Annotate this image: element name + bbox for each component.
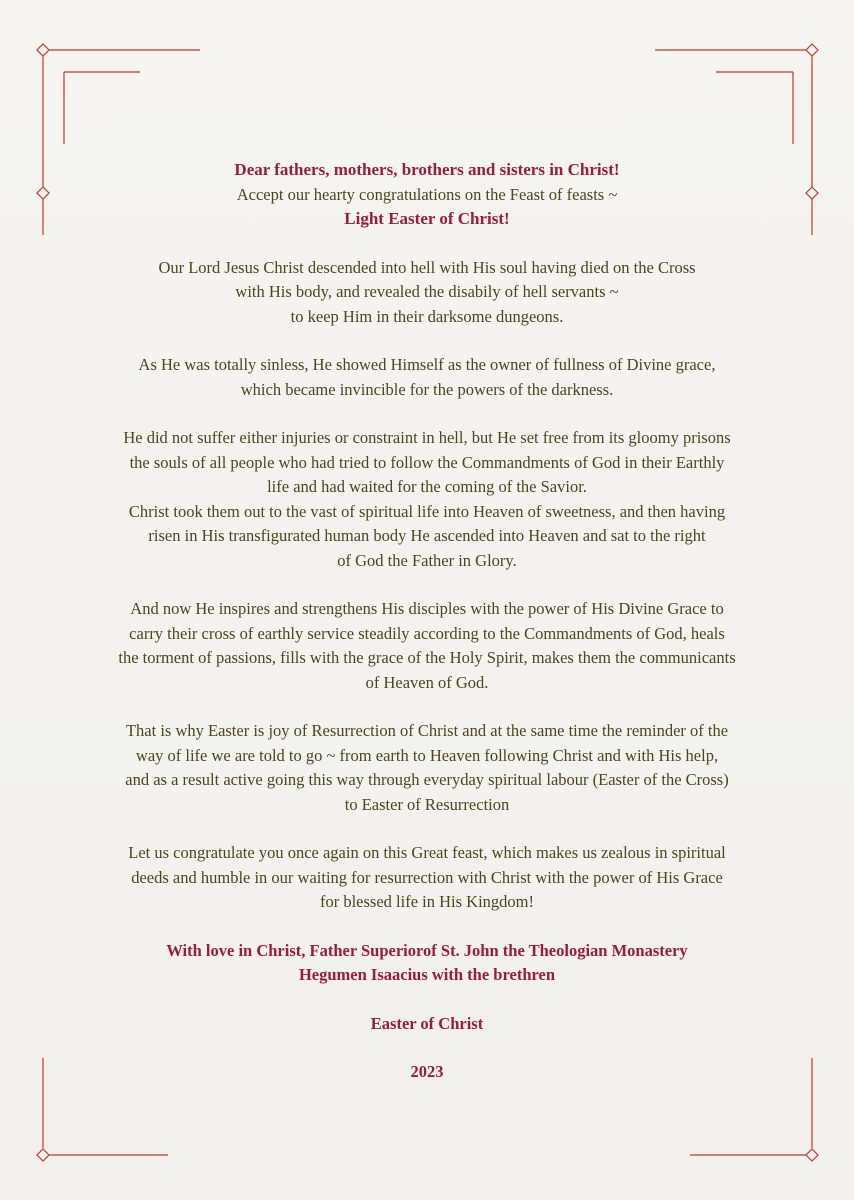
paragraph-line: And now He inspires and strengthens His disciples with the power of His Divine Grace to — [130, 599, 724, 618]
paragraph-descent — [40, 256, 814, 330]
paragraph-line: which became invincible for the powers of the darkness. — [240, 379, 614, 399]
paragraph-line: Let us congratulate you once again on this Great feast, which makes us zealous in spiritual — [128, 843, 726, 862]
paragraph-line: for blessed life in His Kingdom! — [319, 892, 534, 911]
greeting-congratulations: Accept our hearty congratulations on the Feast of feasts ~ — [236, 184, 618, 204]
diamond-ornament-top-right — [806, 44, 818, 56]
paragraph-easter-joy — [40, 719, 814, 817]
paragraph-line: He did not suffer either injuries or constraint in hell, but He set free from its gloomy prisons — [123, 428, 731, 447]
diamond-ornament-top-left — [37, 44, 49, 56]
signature-line-2: Hegumen Isaacius with the brethren — [298, 965, 556, 984]
year-block — [40, 1060, 814, 1085]
diamond-ornament-bottom-left — [37, 1149, 49, 1161]
paragraph-line: deeds and humble in our waiting for resurrection with Christ with the power of His Grace — [131, 867, 723, 887]
paragraph-line: of Heaven of God. — [365, 672, 489, 692]
signature — [40, 939, 814, 988]
paragraph-line: way of life we are told to go ~ from earth to Heaven following Christ and with His help, — [135, 745, 719, 765]
letter-body — [40, 158, 814, 1109]
paragraph-line: carry their cross of earthly service steadily according to the Commandments of God, heals — [129, 623, 725, 643]
paragraph-line: the souls of all people who had tried to follow the Commandments of God in their Earthly — [129, 452, 725, 472]
greeting — [40, 158, 814, 232]
paragraph-line: As He was totally sinless, He showed Himself as the owner of fullness of Divine grace, — [138, 355, 716, 374]
paragraph-line: the torment of passions, fills with the grace of the Holy Spirit, makes them the communicants — [118, 648, 736, 667]
paragraph-line: of God the Father in Glory. — [337, 550, 517, 570]
paragraph-congratulate — [40, 841, 814, 915]
paragraph-inspires — [40, 597, 814, 695]
year: 2023 — [410, 1062, 444, 1081]
paragraph-line: risen in His transfigurated human body He ascended into Heaven and sat to the right — [148, 526, 706, 545]
paragraph-line: life and had waited for the coming of the Savior. — [267, 477, 587, 496]
paragraph-line: Our Lord Jesus Christ descended into hell with His soul having died on the Cross — [158, 257, 696, 277]
paragraph-line: Christ took them out to the vast of spiritual life into Heaven of sweetness, and then having — [128, 501, 726, 521]
paragraph-line: That is why Easter is joy of Resurrection of Christ and at the same time the reminder of the — [125, 721, 729, 740]
paragraph-line: to Easter of Resurrection — [344, 794, 510, 814]
signature-line-1: With love in Christ, Father Superiorof St. John the Theologian Monastery — [166, 940, 688, 960]
paragraph-sinless — [40, 353, 814, 402]
greeting-feast-title: Light Easter of Christ! — [344, 209, 510, 228]
greeting-salutation: Dear fathers, mothers, brothers and sisters in Christ! — [234, 160, 620, 179]
paragraph-line: to keep Him in their darksome dungeons. — [290, 306, 564, 326]
occasion-title: Easter of Christ — [370, 1013, 484, 1033]
paragraph-set-free — [40, 426, 814, 573]
occasion-block — [40, 1012, 814, 1037]
diamond-ornament-bottom-right — [806, 1149, 818, 1161]
paragraph-line: and as a result active going this way through everyday spiritual labour (Easter of the Cross) — [125, 770, 729, 789]
paragraph-line: with His body, and revealed the disabily of hell servants ~ — [235, 282, 619, 301]
